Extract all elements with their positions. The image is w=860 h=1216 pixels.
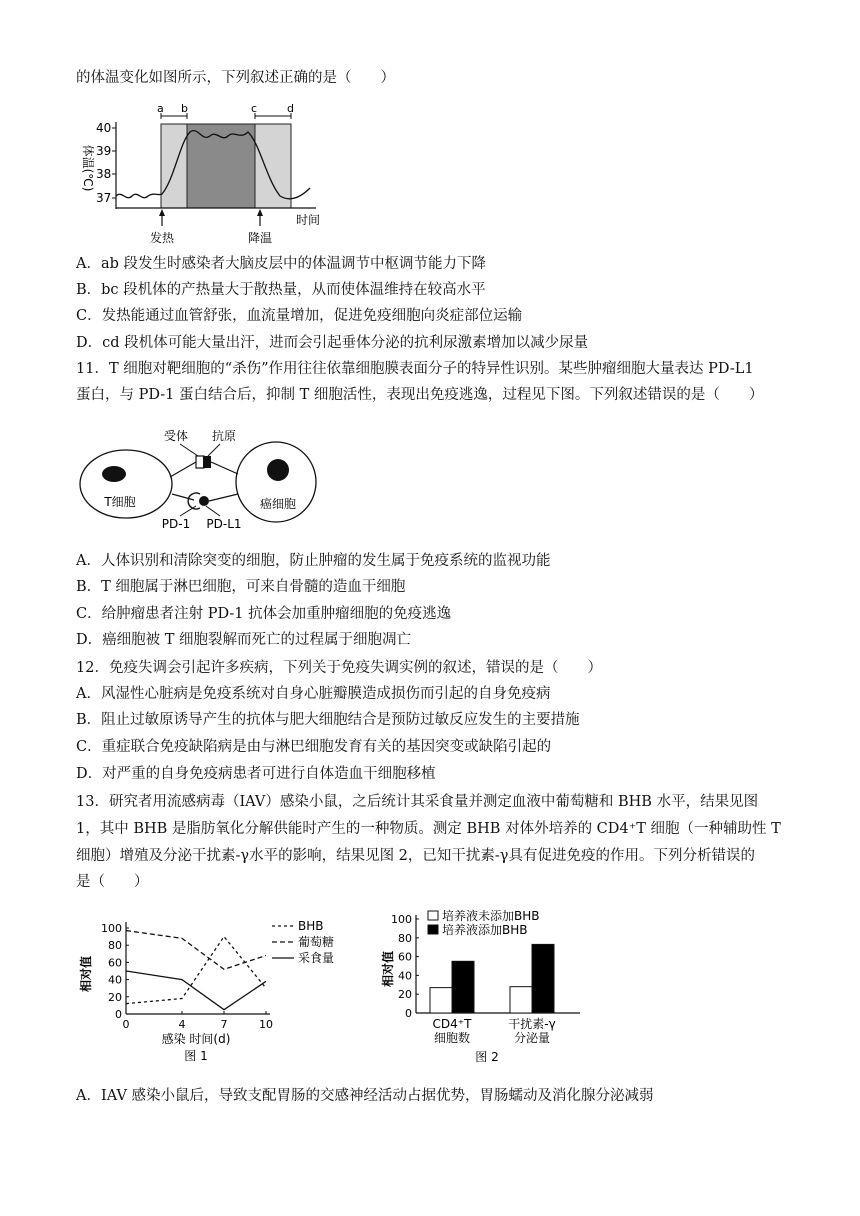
q13-stem-4: 是（ ） [76,874,149,890]
cancer-cell-label: 癌细胞 [259,497,297,511]
fig2-y-tick-label: 20 [398,988,412,1002]
fig2-title: 图 2 [475,1050,499,1064]
fig1-x-tick-label: 0 [122,1018,130,1031]
q12-option-c: C．重症联合免疫缺陷病是由与淋巴细胞发育有关的基因突变或缺陷引起的 [76,739,552,755]
fig1-x-tick-label: 4 [178,1018,186,1031]
fig2-legend-label: 培养液未添加BHB [442,909,540,923]
cancer-cell-nucleus [267,459,289,481]
q11-option-d: D．癌细胞被 T 细胞裂解而死亡的过程属于细胞凋亡 [76,632,412,648]
time-xlabel: 时间 [295,213,321,227]
fig1-x-tick-label: 10 [259,1018,273,1031]
tcell-figure [76,422,336,534]
q11-stem-2: 蛋白，与 PD-1 蛋白结合后，抑制 T 细胞活性，表现出免疫逃逸，过程见下图。下列叙述错误的是（ ） [76,387,764,403]
q10-option-d: D．cd 段机体可能大量出汗，进而会引起垂体分泌的抗利尿激素增加以减少尿量 [76,335,589,351]
fig2-y-tick-label: 100 [391,913,412,926]
fig1-y-tick-label: 40 [108,973,122,987]
fig2-y-tick-label: 0 [405,1007,412,1020]
receptor-shape [196,456,204,468]
fig2-bar [510,987,532,1013]
marker-a: a [157,102,164,115]
fig2-category-label: 细胞数 [433,1031,471,1045]
fig2-ylabel: 相对值 [381,950,395,988]
fig2-category-label: 分泌量 [513,1031,551,1045]
pdl1-label: PD-L1 [206,517,242,531]
antigen-label: 抗原 [211,429,237,443]
q13-stem-1: 13．研究者用流感病毒（IAV）感染小鼠，之后统计其采食量并测定血液中葡萄糖和 BHB 水平，结果见图 [76,794,759,810]
antigen-shape [203,456,211,468]
fig1-xlabel: 感染 时间(d) [161,1032,231,1046]
marker-b: b [181,102,188,115]
fig1-title: 图 1 [184,1049,208,1063]
figure-1-line-chart [76,910,356,1070]
q11-stem-1: 11．T 细胞对靶细胞的“杀伤”作用往往依靠细胞膜表面分子的特异性识别。某些肿瘤细胞大量表达 PD-L1 [76,361,754,377]
temperature-figure [76,92,336,248]
y-tick-40: 40 [96,121,112,135]
q12-option-b: B．阻止过敏原诱导产生的抗体与肥大细胞结合是预防过敏反应发生的主要措施 [76,712,580,728]
fig1-series-line-2 [126,971,266,1010]
fig2-bar [532,944,554,1013]
temp-ylabel: 体温(℃) [81,144,95,192]
fig1-y-tick-label: 80 [108,939,122,953]
fig1-y-tick-label: 100 [101,922,122,935]
q10-option-c: C．发热能通过血管舒张，血流量增加，促进免疫细胞向炎症部位运输 [76,308,523,324]
q11-option-a: A．人体识别和清除突变的细胞，防止肿瘤的发生属于免疫系统的监视功能 [76,553,551,569]
arrow-fever-label: 发热 [149,231,175,245]
fig2-legend-swatch [428,911,438,920]
arrow-cool-label: 降温 [247,231,273,245]
q11-option-c: C．给肿瘤患者注射 PD-1 抗体会加重肿瘤细胞的免疫逃逸 [76,606,452,622]
fig1-series-line-1 [126,931,266,970]
pd1-label: PD-1 [161,517,191,531]
q12-stem: 12．免疫失调会引起许多疾病，下列关于免疫失调实例的叙述，错误的是（ ） [76,660,602,676]
q12-option-d: D．对严重的自身免疫病患者可进行自体造血干细胞移植 [76,766,436,782]
fig2-y-tick-label: 60 [398,950,412,964]
q10-stem: 的体温变化如图所示，下列叙述正确的是（ ） [76,70,395,86]
fig1-ylabel: 相对值 [79,955,93,993]
fig2-legend-swatch [428,925,438,934]
fig1-y-tick-label: 60 [108,956,122,970]
fig1-x-tick-label: 7 [220,1018,228,1031]
q13-stem-2: 1，其中 BHB 是脂肪氧化分解供能时产生的一种物质。测定 BHB 对体外培养的 CD4⁺T 细胞（一种辅助性 T [76,821,781,837]
fig1-y-tick-label: 20 [108,990,122,1004]
phase-ab [161,124,187,208]
t-cell-label: T细胞 [104,495,136,509]
fig2-category-label: 干扰素-γ [508,1017,556,1031]
q13-option-a: A．IAV 感染小鼠后，导致支配胃肠的交感神经活动占据优势，胃肠蠕动及消化腺分泌减弱 [76,1088,654,1104]
fig2-bar [452,961,474,1013]
figure-2-bar-chart [380,905,590,1070]
fig1-series-line-0 [126,937,266,1004]
t-cell-nucleus [102,466,126,482]
fig1-legend-label: BHB [298,919,324,933]
pdl1-shape [199,496,209,506]
fig2-y-tick-label: 80 [398,931,412,945]
y-tick-38: 38 [96,167,112,181]
fig2-y-tick-label: 40 [398,969,412,983]
y-tick-39: 39 [96,144,112,158]
y-tick-37: 37 [96,191,112,205]
marker-c: c [251,102,258,115]
fig2-category-label: CD4⁺T [432,1017,472,1031]
fig2-legend-label: 培养液添加BHB [442,923,528,937]
q10-option-b: B．bc 段机体的产热量大于散热量，从而使体温维持在较高水平 [76,282,486,298]
fig1-y-tick-label: 0 [115,1008,122,1021]
receptor-label: 受体 [163,429,189,443]
marker-d: d [287,102,294,115]
q10-option-a: A．ab 段发生时感染者大脑皮层中的体温调节中枢调节能力下降 [76,256,487,272]
fig2-bar [430,988,452,1013]
q12-option-a: A．风湿性心脏病是免疫系统对自身心脏瓣膜造成损伤而引起的自身免疫病 [76,686,551,702]
fig1-legend-label: 采食量 [298,951,335,965]
q13-stem-3: 细胞）增殖及分泌干扰素-γ水平的影响，结果见图 2，已知干扰素-γ具有促进免疫的作用。下列分析错误的 [76,848,755,864]
q11-option-b: B．T 细胞属于淋巴细胞，可来自骨髓的造血干细胞 [76,579,406,595]
fig1-legend-label: 葡萄糖 [298,935,335,949]
phase-cd [255,124,291,208]
